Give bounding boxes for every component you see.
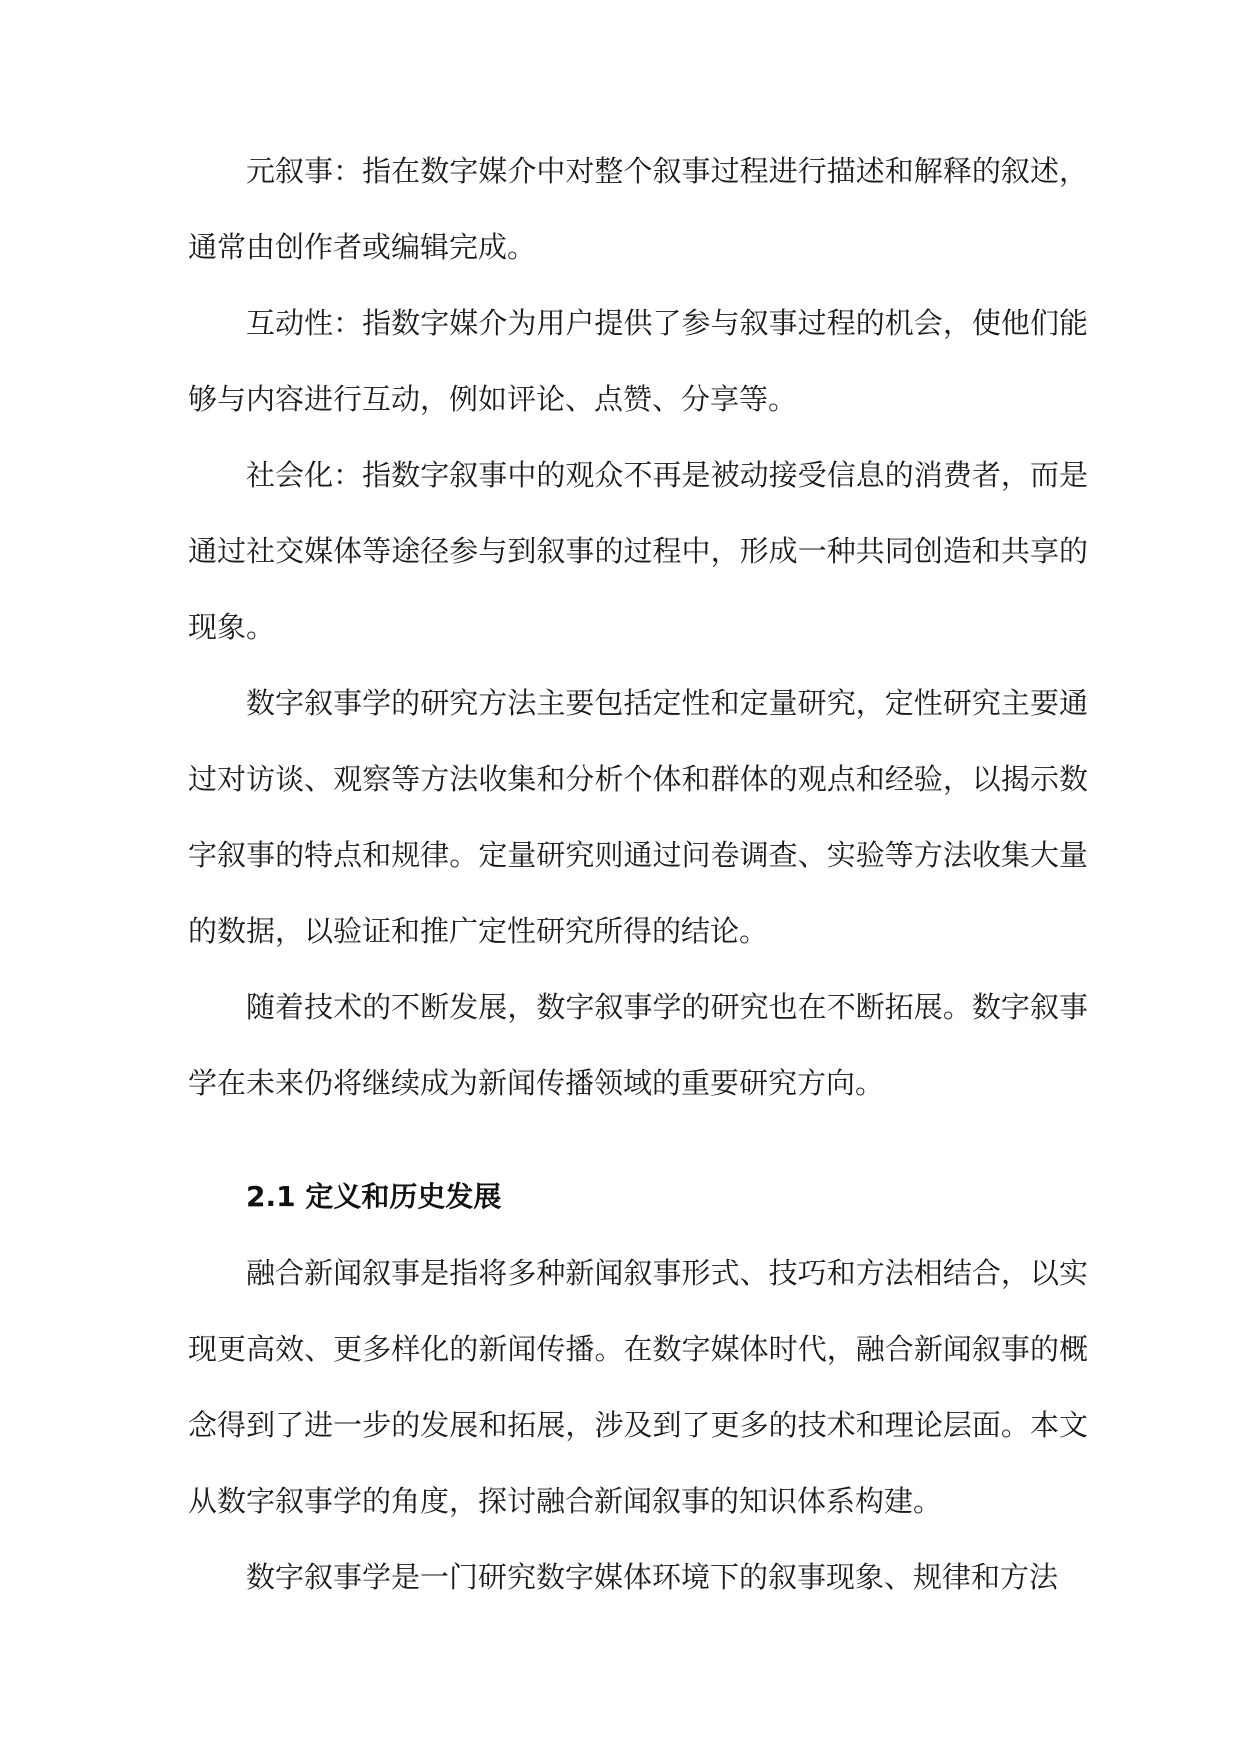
paragraph-meta-narrative: 元叙事：指在数字媒介中对整个叙事过程进行描述和解释的叙述，通常由创作者或编辑完成。 [188, 154, 1088, 264]
paragraph-research-methods: 数字叙事学的研究方法主要包括定性和定量研究，定性研究主要通过对访谈、观察等方法收集和分析个体和群体的观点和经验，以揭示数字叙事的特点和规律。定量研究则通过问卷调查、实验等方法收集大量的数据，以验证和推广定性研究所得的结论。 [188, 686, 1088, 948]
section-heading: 2.1 定义和历史发展 [246, 1180, 502, 1213]
paragraph-socialization: 社会化：指数字叙事中的观众不再是被动接受信息的消费者，而是通过社交媒体等途径参与到叙事的过程中，形成一种共同创造和共享的现象。 [188, 458, 1088, 644]
paragraph-convergence-narrative: 融合新闻叙事是指将多种新闻叙事形式、技巧和方法相结合，以实现更高效、更多样化的新闻传播。在数字媒体时代，融合新闻叙事的概念得到了进一步的发展和拓展，涉及到了更多的技术和理论层面。本文从数字叙事学的角度，探讨融合新闻叙事的知识体系构建。 [188, 1256, 1088, 1518]
body-text [188, 133, 1088, 1615]
paragraph-future: 随着技术的不断发展，数字叙事学的研究也在不断拓展。数字叙事学在未来仍将继续成为新闻传播领域的重要研究方向。 [188, 990, 1088, 1100]
paragraph-digital-narratology: 数字叙事学是一门研究数字媒体环境下的叙事现象、规律和方法 [246, 1560, 1059, 1594]
paragraph-interactivity: 互动性：指数字媒介为用户提供了参与叙事过程的机会，使他们能够与内容进行互动，例如评论、点赞、分享等。 [188, 306, 1088, 416]
